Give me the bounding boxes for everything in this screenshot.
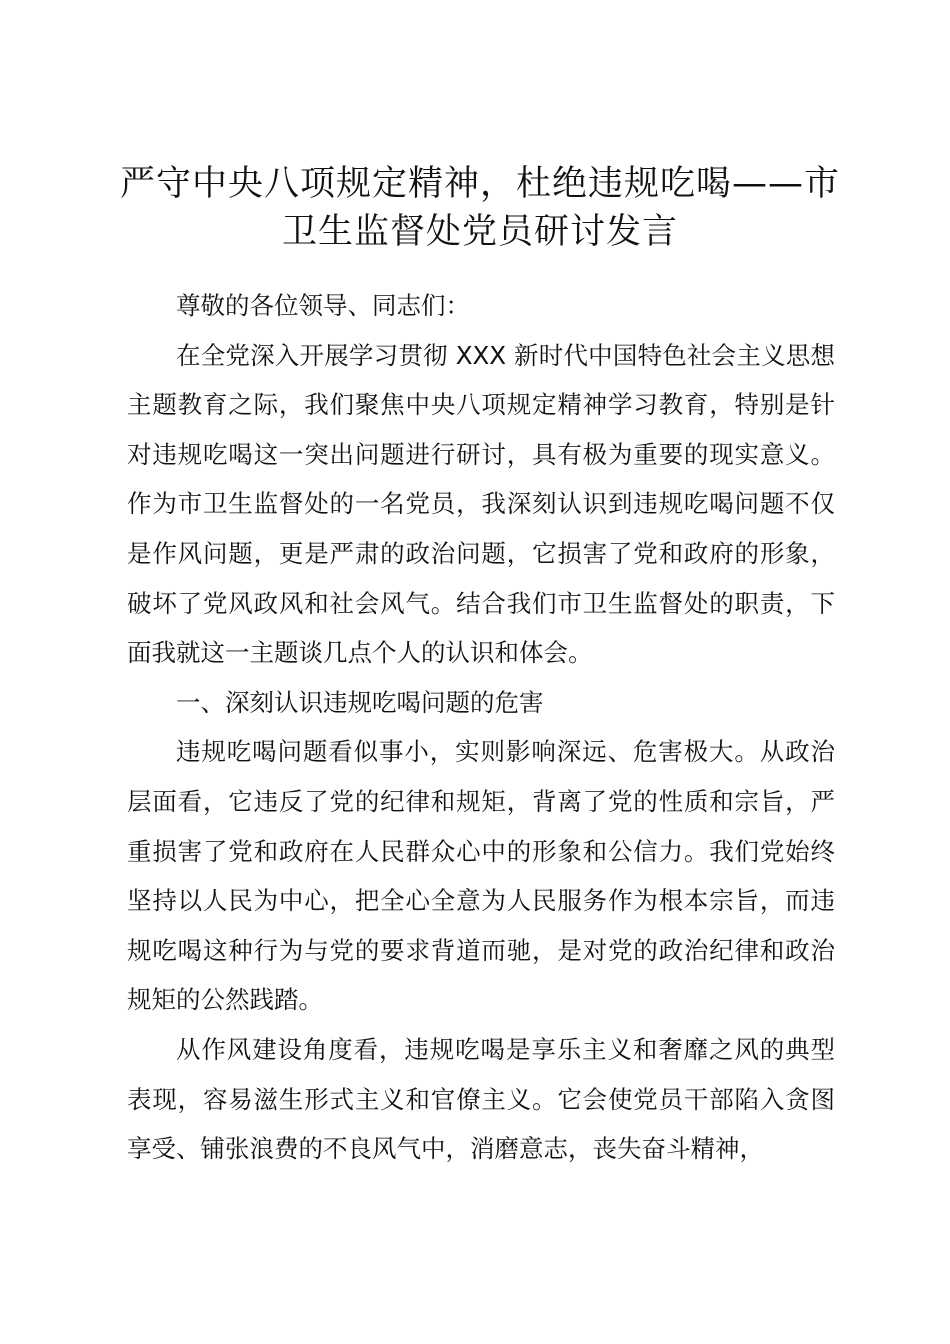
section-heading: 一、深刻认识违规吃喝问题的危害	[176, 687, 544, 717]
section-paragraph: 从作风建设角度看，违规吃喝是享乐主义和奢靡之风的典型表现，容易滋生形式主义和官僚主义。它会使党员干部陷入贪图享受、铺张浪费的不良风气中，消磨意志，丧失奋斗精神，	[127, 1034, 835, 1164]
intro-paragraph: 在全党深入开展学习贯彻 XXX 新时代中国特色社会主义思想主题教育之际，我们聚焦中央八项规定精神学习教育，特别是针对违规吃喝这一突出问题进行研讨，具有极为重要的现实意义。作为市卫生监督处的一名党员，我深刻认识到违规吃喝问题不仅是作风问题，更是严肃的政治问题，它损害了党和政府的形象，破坏了党风政风和社会风气。结合我们市卫生监督处的职责，下面我就这一主题谈几点个人的认识和体会。	[127, 340, 835, 668]
document-title: 严守中央八项规定精神，杜绝违规吃喝——市卫生监督处党员研讨发言	[119, 164, 840, 252]
section-paragraph: 违规吃喝问题看似事小，实则影响深远、危害极大。从政治层面看，它违反了党的纪律和规矩，背离了党的性质和宗旨，严重损害了党和政府在人民群众心中的形象和公信力。我们党始终坚持以人民为中心，把全心全意为人民服务作为根本宗旨，而违规吃喝这种行为与党的要求背道而驰，是对党的政治纪律和政治规矩的公然践踏。	[127, 737, 835, 1015]
salutation: 尊敬的各位领导、同志们：	[176, 291, 470, 320]
document-body	[127, 281, 835, 1174]
